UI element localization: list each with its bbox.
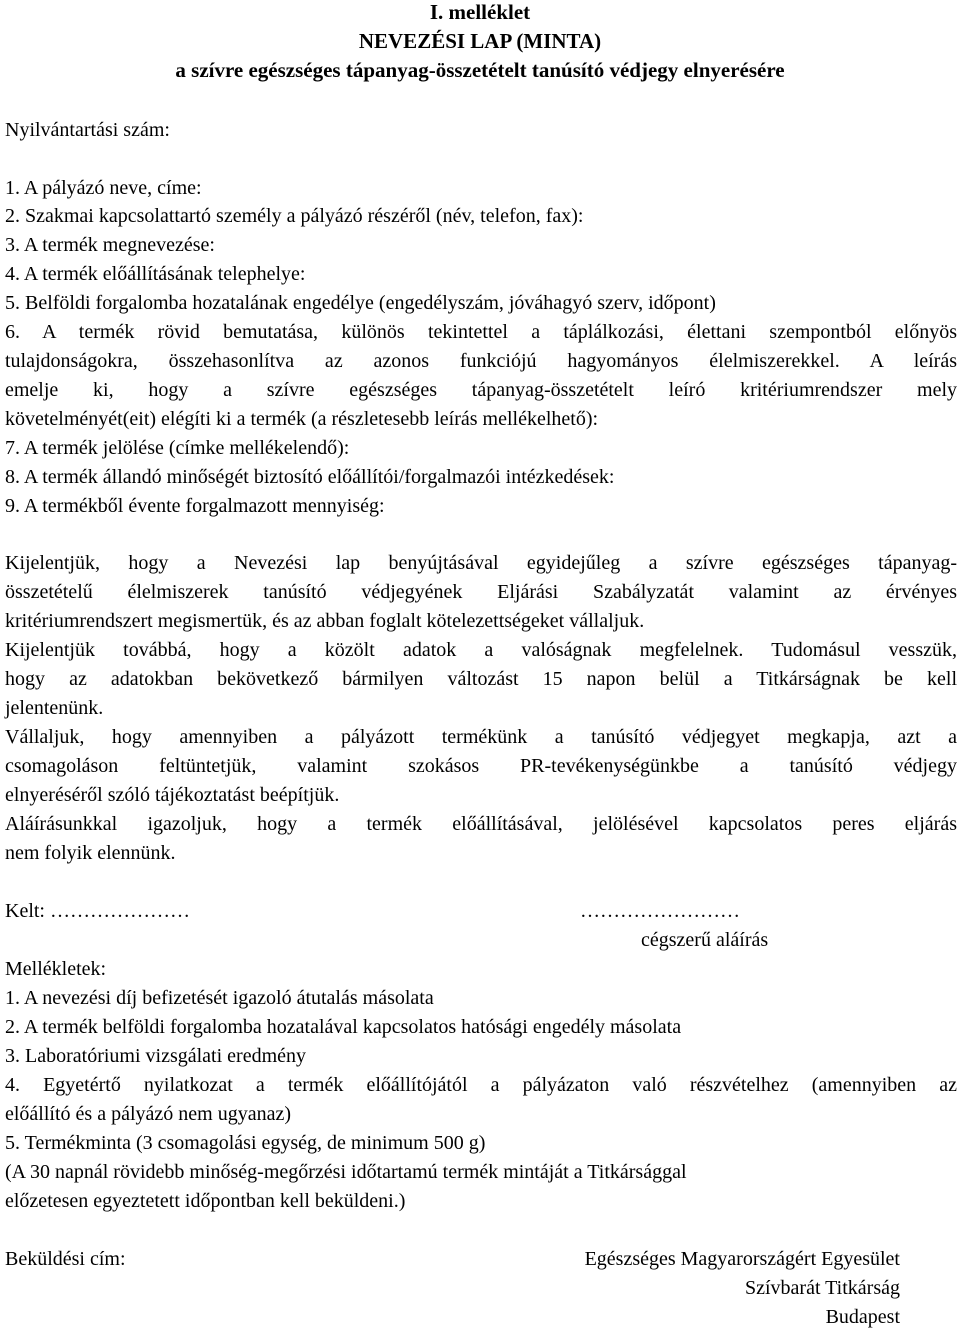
item-applicant: 1. A pályázó neve, címe: [5,177,202,199]
document-subtitle: a szívre egészséges tápanyag-összetételt tanúsító védjegy elnyerésére [175,58,785,82]
attachment-item: előzetesen egyeztetett időpontban kell beküldeni.) [5,1190,406,1212]
attachments-label: Mellékletek: [5,958,107,980]
declaration-line: csomagoláson feltüntetjük, valamint szokásos PR-tevékenységünkbe a tanúsító védjegy [5,755,957,777]
attachment-item: 1. A nevezési díj befizetését igazoló átutalás másolata [5,987,434,1009]
item-quality-measures: 8. A termék állandó minőségét biztosító előállítói/forgalmazói intézkedések: [5,466,615,488]
attachment-item: 5. Termékminta (3 csomagolási egység, de minimum 500 g) [5,1132,486,1154]
declaration-line: kritériumrendszert megismertük, és az abban foglalt kötelezettségeket vállaljuk. [5,610,645,632]
item-annual-quantity: 9. A termékből évente forgalmazott mennyiség: [5,495,385,517]
declaration-line: nem folyik elennünk. [5,842,176,864]
declaration-line: Kijelentjük, hogy a Nevezési lap benyújtásával egyidejűleg a szívre egészséges tápanyag- [5,552,957,574]
item-production-site: 4. A termék előállításának telephelye: [5,263,306,285]
attachment-item: 4. Egyetértő nyilatkozat a termék előállítójától a pályázaton való részvételhez (amennyiben az [5,1074,957,1096]
item-description-line: 6. A termék rövid bemutatása, különös tekintettel a táplálkozási, élettani szempontból előnyös [5,321,957,343]
signature-label: cégszerű aláírás [641,929,769,951]
item-description-line: tulajdonságokra, összehasonlítva az azonos funkciójú hagyományos élelmiszerekkel. A leírás [5,350,957,372]
send-address-label: Beküldési cím: [5,1248,126,1270]
signature-dots: …………………… [580,900,740,922]
registration-number-label: Nyilvántartási szám: [5,119,170,141]
declaration-line: jelentenünk. [5,697,104,719]
attachment-item: előállító és a pályázó nem ugyanaz) [5,1103,291,1125]
attachment-item: (A 30 napnál rövidebb minőség-megőrzési időtartamú termék mintáját a Titkársággal [5,1161,687,1183]
send-address-line: Budapest [825,1306,900,1328]
item-description-line: emelje ki, hogy a szívre egészséges tápanyag-összetételt leíró kritériumrendszer mely [5,379,957,401]
item-labelling: 7. A termék jelölése (címke mellékelendő): [5,437,350,459]
annex-label: I. melléklet [429,0,531,24]
send-address-line: Szívbarát Titkárság [745,1277,900,1299]
document-title: NEVEZÉSI LAP (MINTA) [358,29,602,53]
declaration-line: Kijelentjük továbbá, hogy a közölt adatok a valóságnak megfelelnek. Tudomásul vesszük, [5,639,957,661]
declaration-line: összetételű élelmiszerek tanúsító védjegyének Eljárási Szabályzatát valamint az érvényes [5,581,957,603]
item-product-name: 3. A termék megnevezése: [5,234,215,256]
item-description-line: követelményét(eit) elégíti ki a termék (a részletesebb leírás mellékelhető): [5,408,599,430]
attachment-item: 2. A termék belföldi forgalomba hozatalával kapcsolatos hatósági engedély másolata [5,1016,682,1038]
send-address-line: Egészséges Magyarországért Egyesület [584,1248,900,1270]
declaration-line: hogy az adatokban bekövetkező bármilyen változást 15 napon belül a Titkárságnak be kell [5,668,957,690]
declaration-line: Aláírásunkkal igazoljuk, hogy a termék előállításával, jelölésével kapcsolatos peres eljárás [5,813,957,835]
declaration-line: Vállaljuk, hogy amennyiben a pályázott termékünk a tanúsító védjegyet megkapja, azt a [5,726,957,748]
item-permit: 5. Belföldi forgalomba hozatalának engedélye (engedélyszám, jóváhagyó szerv, időpont) [5,292,716,314]
attachment-item: 3. Laboratóriumi vizsgálati eredmény [5,1045,307,1067]
declaration-line: elnyeréséről szóló tájékoztatást beépítjük. [5,784,340,806]
item-contact: 2. Szakmai kapcsolattartó személy a pályázó részéről (név, telefon, fax): [5,205,584,227]
date-field: Kelt: ………………… [5,900,190,922]
